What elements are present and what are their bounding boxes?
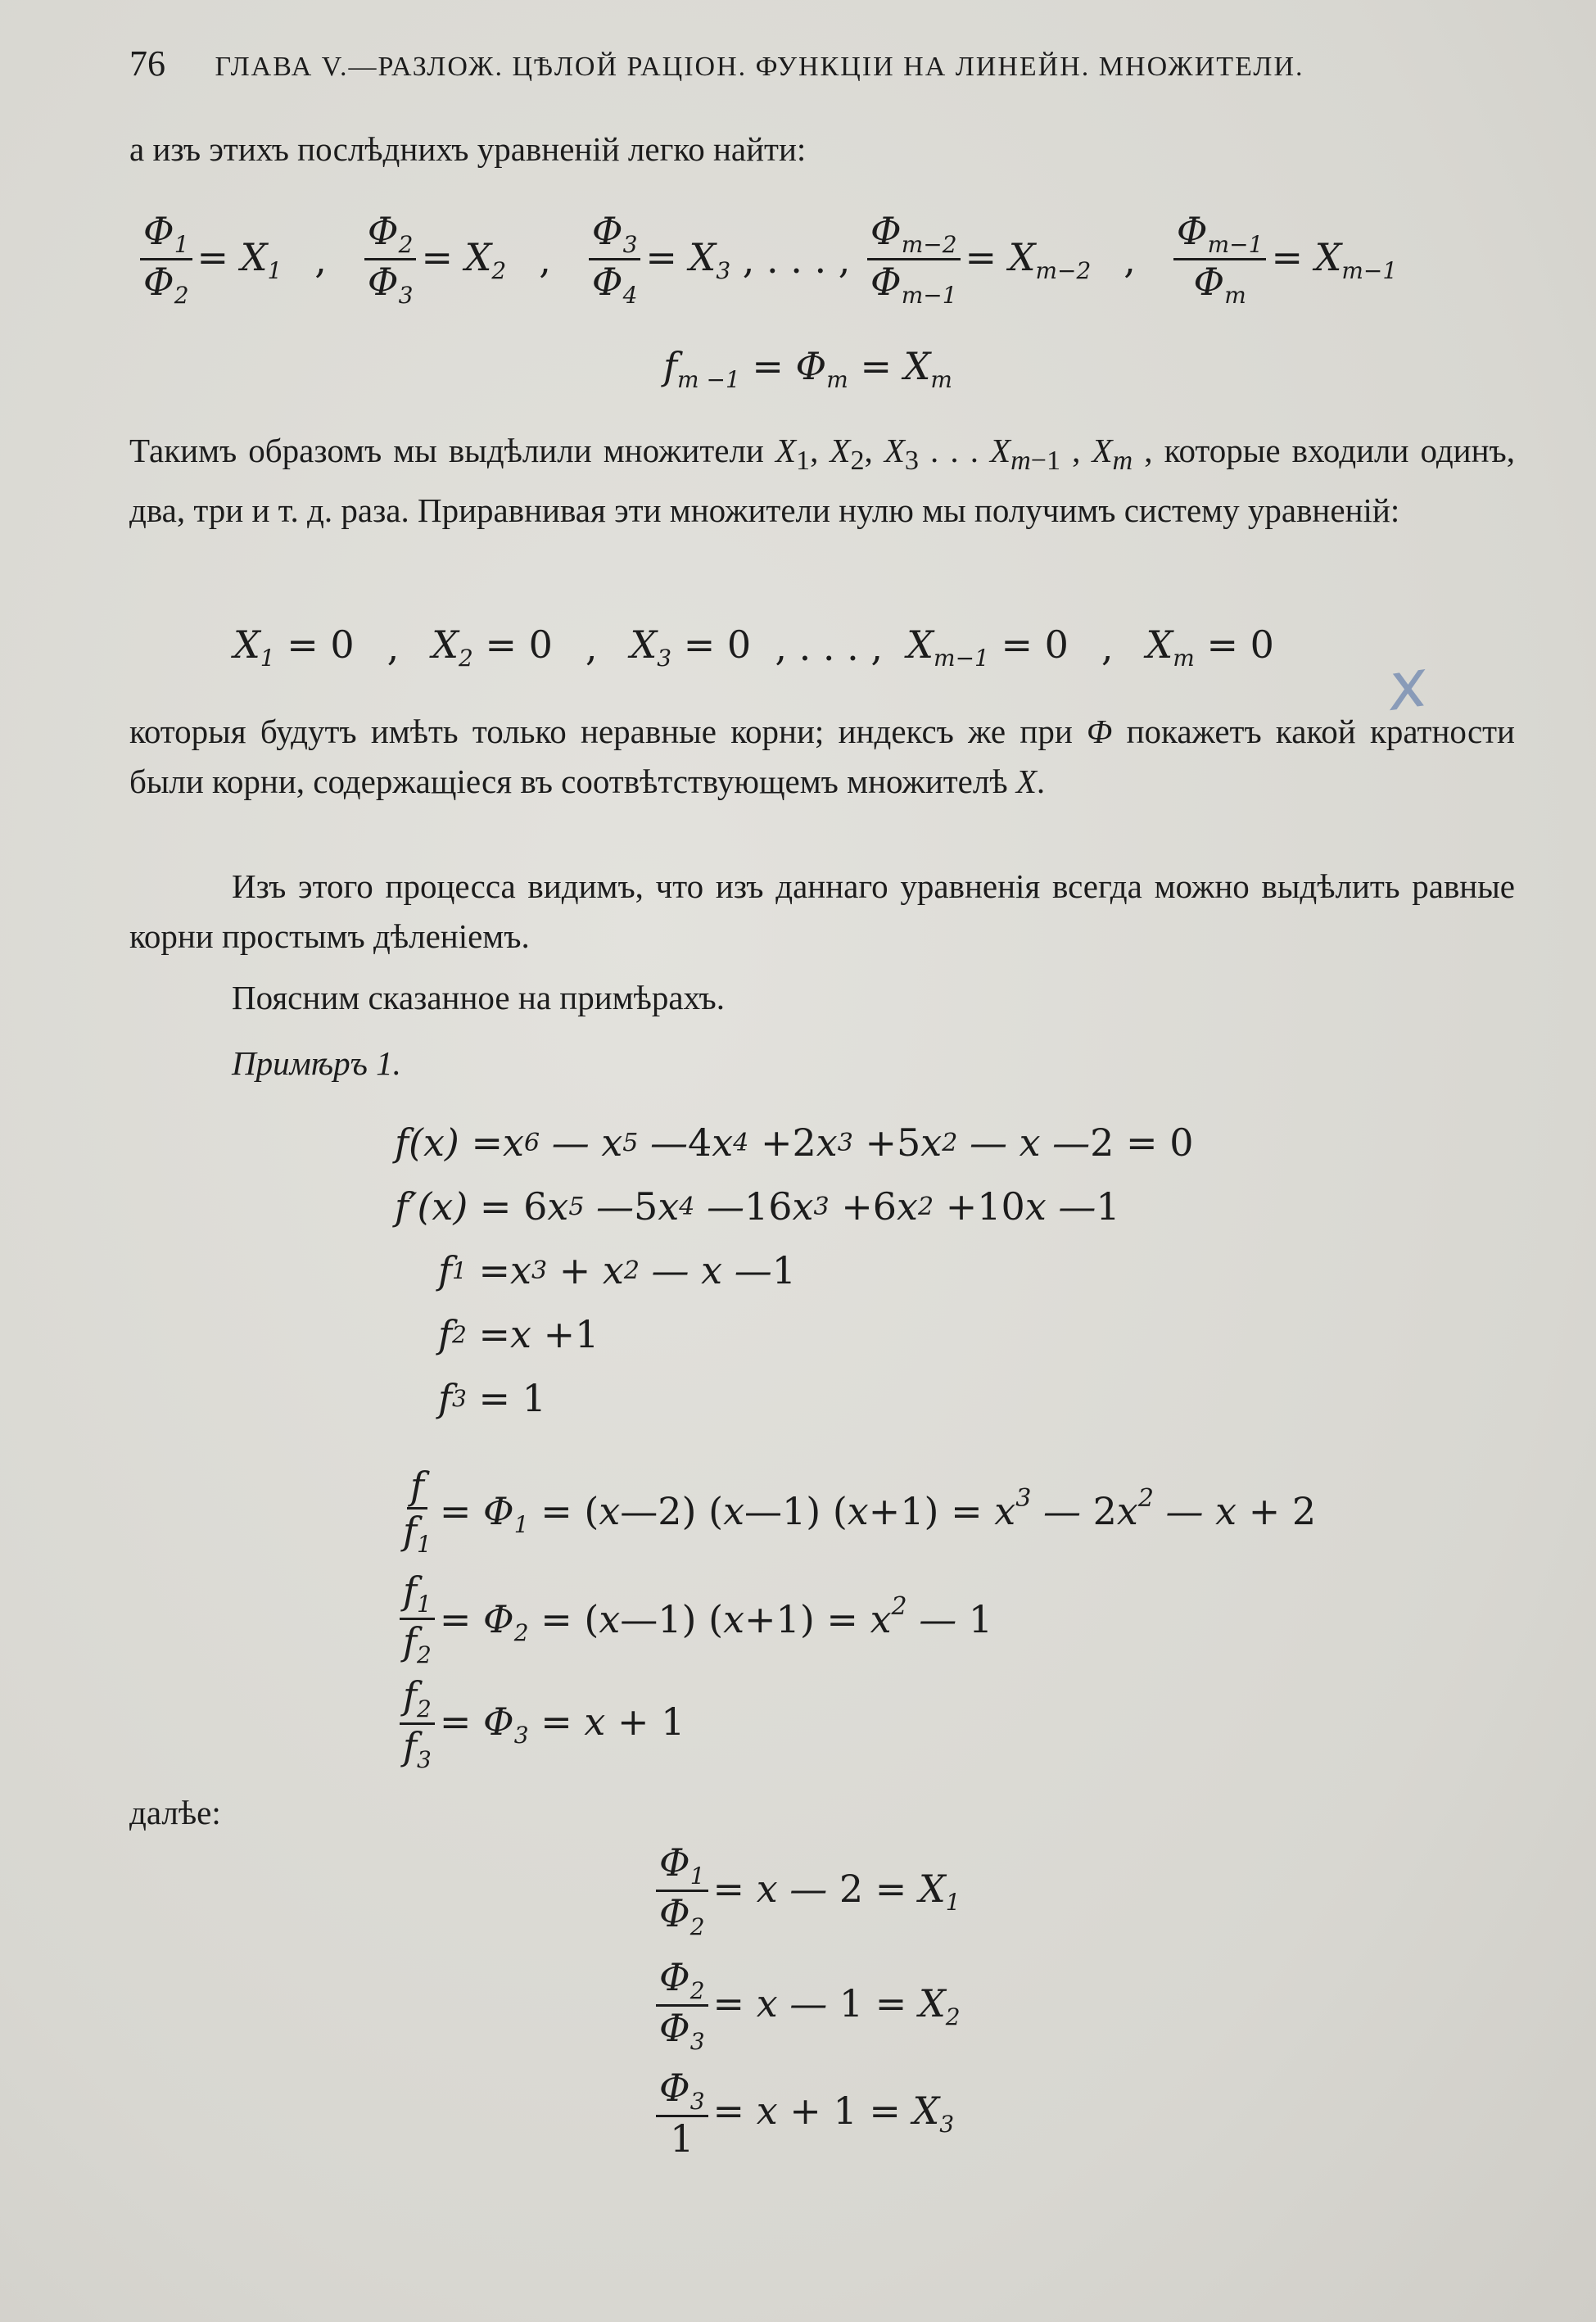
paragraph-1: Такимъ образомъ мы выдѣлили множители $X_1$, $X_2$, $X_3$ . . . $X_{m-1}$ , $X_m$ , которые входили одинъ, два, три и т. д. раза. Приравнивая эти множители нулю мы получимъ систему уравненій: [129,432,1516,530]
equation-f1: f 1 = x 3 + x 2 — x — 1 [438,1248,796,1292]
last-equation: $f_{m -1} = \Phi_m = X_m$ [663,344,952,393]
further-label: далѣе: [129,1794,221,1831]
paragraph-4: Поясним сказанное на примѣрахъ. [232,979,725,1016]
equation-f: f(x) = x 6 — x 5 — 4 x 4 + 2 x 3 + 5 x 2 — x — 2 = 0 [395,1120,1194,1165]
example-label: Примѣръ 1. [232,1044,401,1082]
pencil-annotation: x [1382,645,1432,726]
paragraph-2: которыя будутъ имѣть только неравные корни; индексъ же при Φ покажетъ какой кратности были корни, содержащіеся въ соотвѣтствующемъ множителѣ X. [129,713,1515,800]
equation-phi1: $\frac{f}{f_1}$ = $\Phi_1$ = (x—2) (x—1) $(x+1) = x^3$ — $2x^2$ — x + 2 [403,1464,1317,1559]
equation-fprime: f′(x) = 6 x 5 — 5 x 4 — 16 x 3 + 6 x 2 + 10 x — 1 [395,1184,1120,1229]
equation-x2: $\frac{\Phi_2}{\Phi_3}$ = x — $1 = X_2$ [651,1958,961,2054]
equation-x3: $\frac{\Phi_3}{1}$ = $x + 1 = X_3$ [651,2068,954,2159]
intro-line: а изъ этихъ послѣднихъ уравненій легко найти: [129,130,807,168]
chapter-title: ГЛАВА V.—РАЗЛОЖ. ЦѢЛОЙ РАЦІОН. ФУНКЦІИ НА ЛИНЕЙН. МНОЖИТЕЛИ. [215,52,1304,82]
equation-f3: f 3 = 1 [438,1376,546,1420]
page-number: 76 [129,43,165,84]
ratio-equations-row: $\frac{\Phi_1}{\Phi_2}$ = $X_1$ , $\frac{\Phi_2}{\Phi_3}$ = $X_2$ , $\frac{\Phi_3}{\Phi_4}$ = $X_3$ , . . . , $\frac{\Phi_{m-2}}{\Phi_{m-1}}$ = $X_{m-2}$ , $\frac{\Phi_{m-1}}{\Phi_m}$ = $X_{m-1}$ [135,211,1397,308]
equation-phi3: $\frac{f_2}{f_3}$ = $\Phi_3 = x + 1$ [395,1676,685,1772]
running-header [129,43,1440,84]
paragraph-3: Изъ этого процесса видимъ, что изъ даннаго уравненія всегда можно выдѣлить равные корни простымъ дѣленіемъ. [129,867,1515,955]
zero-equations-row: $X_1 = 0$ , $X_2 = 0$ , $X_3 = 0$ , . . . , $X_{m-1} = 0$ , $X_m = 0$ [233,622,1274,672]
equation-x1: $\frac{\Phi_1}{\Phi_2}$ = x — $2 = X_1$ [651,1843,961,1940]
equation-f2: f 2 = x + 1 [438,1312,599,1356]
equation-phi2: $\frac{f_1}{f_2}$ = $\Phi_2$ = (x—1) $(x+1) = x^2$ — 1 [395,1571,992,1668]
